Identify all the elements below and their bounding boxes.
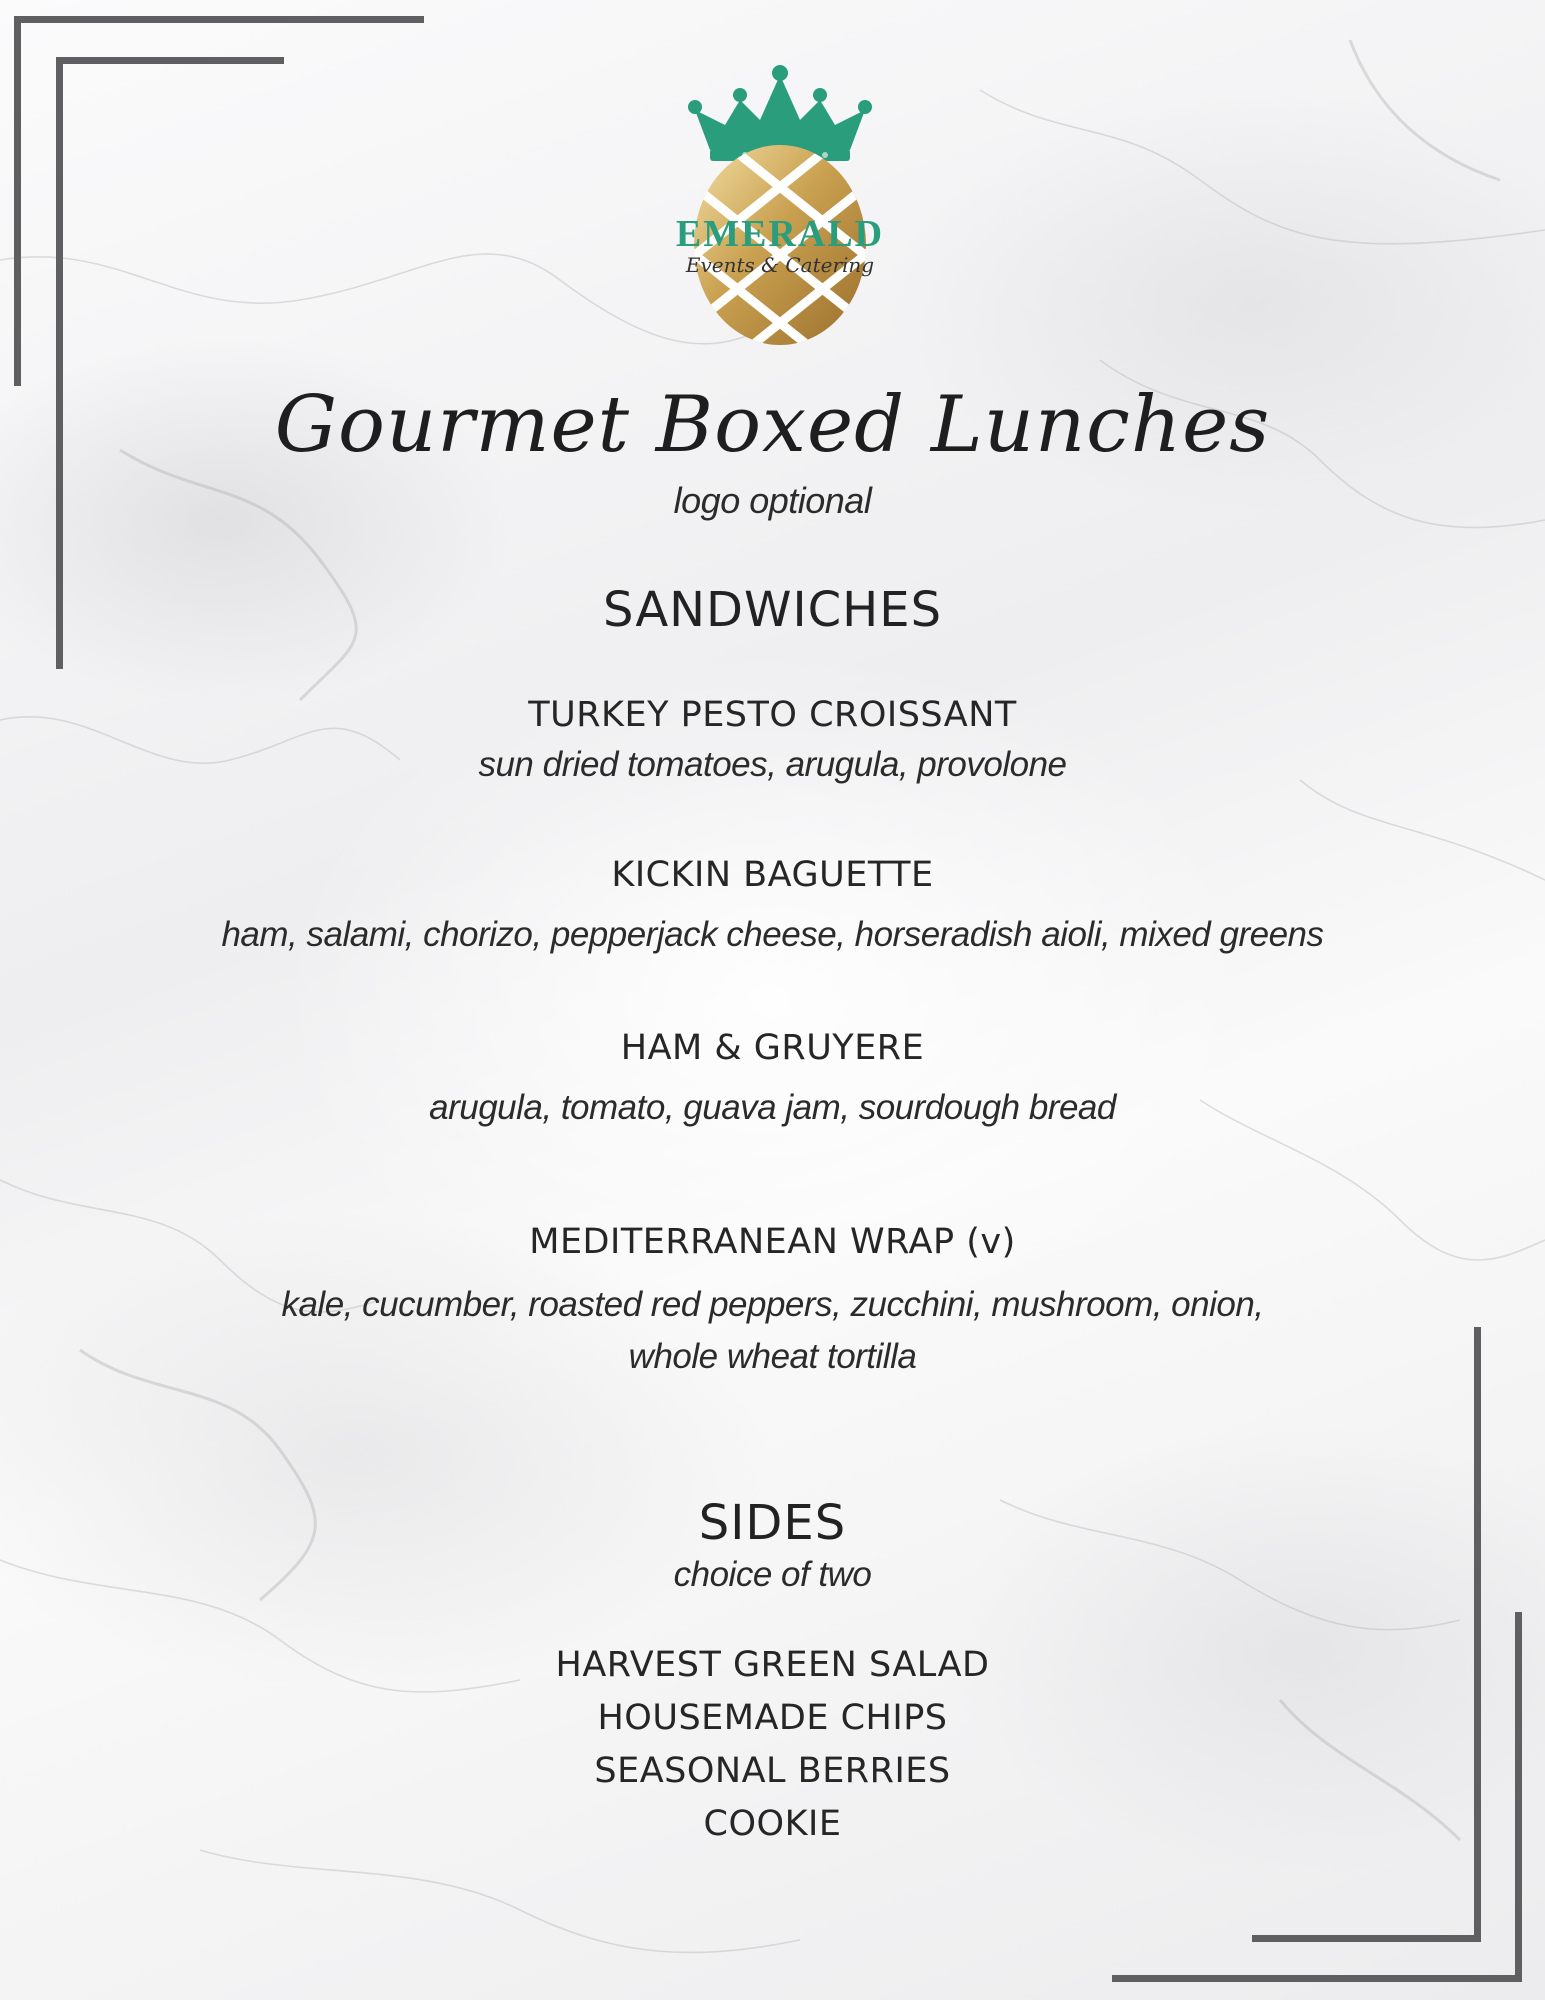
menu-title: Gourmet Boxed Lunches [274, 380, 1271, 470]
side-item: HOUSEMADE CHIPS [597, 1698, 948, 1738]
brand-name: EMERALD [675, 213, 885, 255]
menu-subtitle: logo optional [673, 480, 872, 521]
emerald-logo [655, 65, 905, 355]
sandwich-description: whole wheat tortilla [628, 1337, 917, 1376]
side-item: HARVEST GREEN SALAD [555, 1645, 990, 1685]
sandwich-description: kale, cucumber, roasted red peppers, zucchini, mushroom, onion, [281, 1285, 1264, 1324]
sandwich-name: HAM & GRUYERE [620, 1028, 925, 1068]
sandwich-description: arugula, tomato, guava jam, sourdough bread [429, 1088, 1116, 1127]
corner-frame-top-left-outer [14, 16, 424, 23]
section-heading-sandwiches: SANDWICHES [602, 582, 943, 638]
corner-frame-bottom-right-outer [1112, 1975, 1522, 1982]
sandwich-name: MEDITERRANEAN WRAP (v) [529, 1222, 1016, 1262]
corner-frame-top-left-inner-vertical [56, 57, 63, 669]
pineapple-crown-icon [655, 65, 905, 355]
sides-note: choice of two [673, 1555, 872, 1594]
corner-frame-bottom-right-inner-vertical [1474, 1327, 1481, 1942]
sandwich-name: KICKIN BAGUETTE [611, 855, 934, 895]
sandwich-description: sun dried tomatoes, arugula, provolone [478, 745, 1067, 784]
sandwich-name: TURKEY PESTO CROISSANT [528, 695, 1017, 735]
corner-frame-top-left-outer-vertical [14, 16, 21, 386]
section-heading-sides: SIDES [698, 1495, 847, 1551]
corner-frame-top-left-inner [56, 57, 284, 64]
side-item: SEASONAL BERRIES [594, 1751, 951, 1791]
sandwich-description: ham, salami, chorizo, pepperjack cheese, horseradish aioli, mixed greens [221, 915, 1324, 954]
side-item: COOKIE [703, 1804, 842, 1844]
brand-tagline: Events & Catering [685, 253, 875, 277]
corner-frame-bottom-right-inner [1252, 1935, 1481, 1942]
